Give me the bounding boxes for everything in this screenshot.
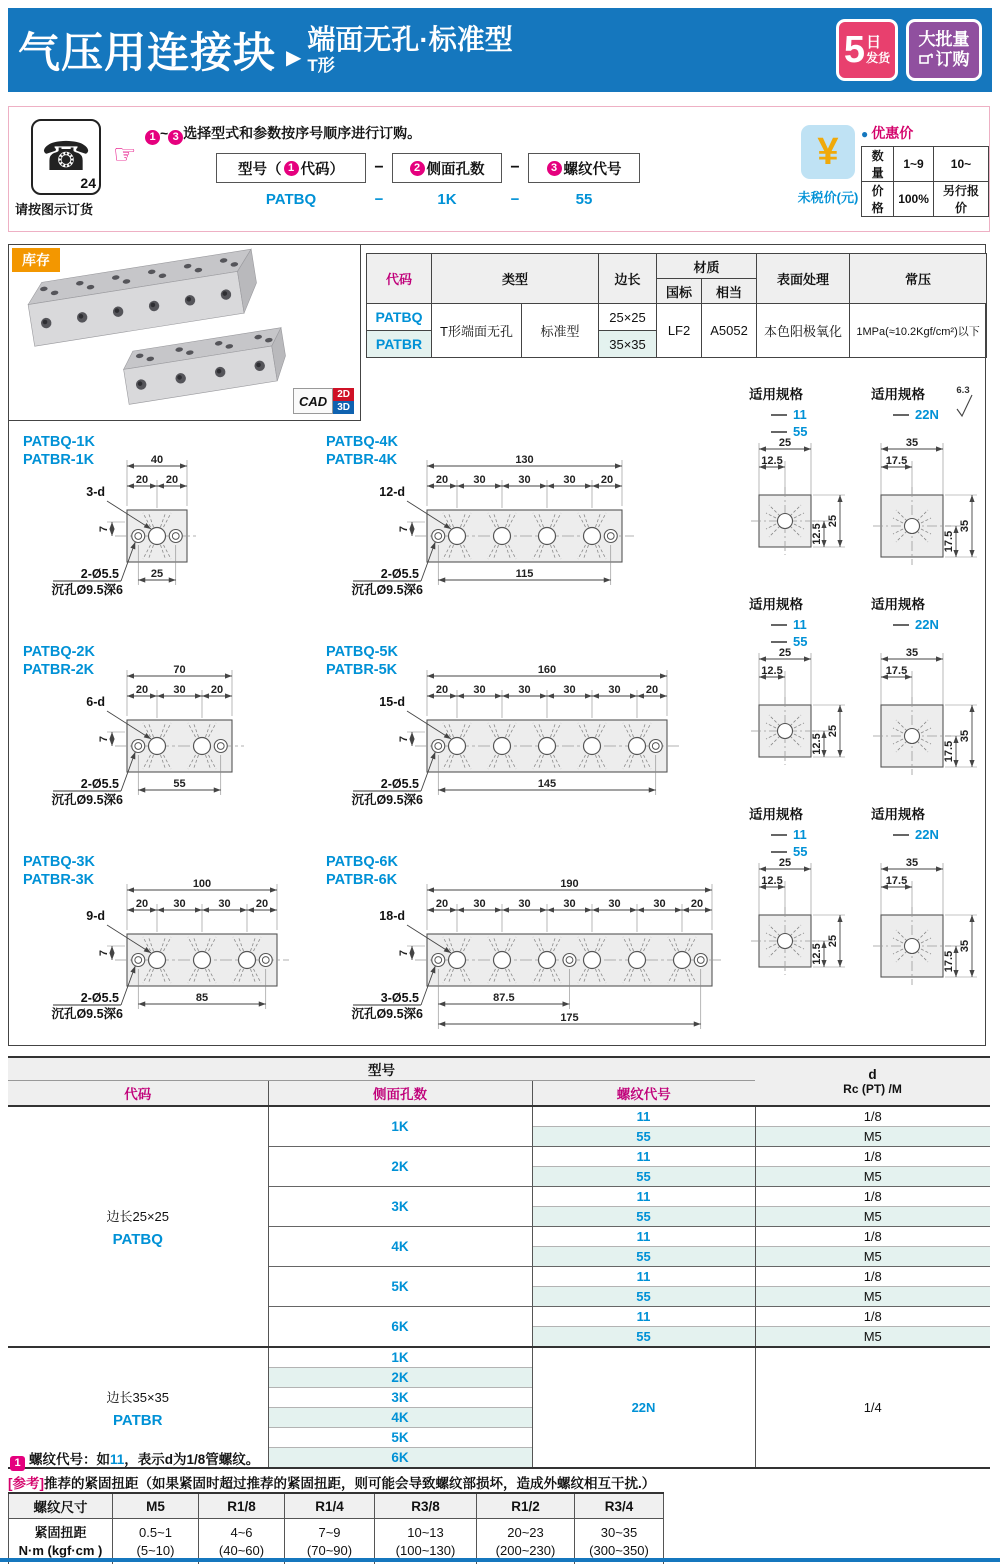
svg-text:55: 55 (173, 778, 186, 790)
svg-text:20: 20 (135, 898, 149, 910)
svg-text:12-d: 12-d (379, 485, 405, 499)
svg-text:7: 7 (398, 949, 410, 957)
header-subtitle-block (307, 25, 512, 74)
order-thread: 55 (532, 1167, 755, 1187)
order-thread-22n: 22N (532, 1347, 755, 1468)
spec-h-surface: 表面处理 (757, 254, 850, 304)
svg-text:2-Ø5.5: 2-Ø5.5 (80, 567, 119, 581)
svg-text:20: 20 (435, 474, 449, 486)
ref-text: 推荐的紧固扭距（如果紧固时超过推荐的紧固扭距，则可能会导致螺纹部损坏，造成外螺纹相互干扰.） (44, 1476, 656, 1491)
dash: − (374, 191, 384, 208)
drawing-svg-patbq-4k (318, 428, 720, 633)
svg-text:22N: 22N (915, 827, 939, 842)
ship-days-badge (836, 19, 898, 81)
dash: − (510, 191, 520, 208)
svg-text:30: 30 (473, 684, 486, 696)
cad-label: CAD (293, 388, 333, 414)
order-holes-2k: 2K (268, 1147, 532, 1187)
drawing-patbq-6k (318, 848, 758, 1065)
cart-icon (919, 53, 934, 66)
svg-text:25: 25 (827, 724, 839, 738)
svg-text:35: 35 (959, 939, 971, 953)
drawing-patbq-3k (15, 848, 325, 1065)
cad-3d-badge: 3D (333, 401, 354, 414)
pn-box1-post: 代码） (300, 161, 344, 178)
ship-days-unit: 日 (866, 34, 882, 52)
svg-text:87.5: 87.5 (493, 992, 515, 1004)
order-holes-4k: 4K (268, 1408, 532, 1428)
svg-text:30: 30 (473, 898, 486, 910)
torque-value: 7~9 (70~90) (285, 1519, 375, 1564)
spec-h-pressure: 常压 (850, 254, 987, 304)
svg-text:PATBQ-4K: PATBQ-4K (326, 434, 398, 450)
order-holes-5k: 5K (268, 1428, 532, 1448)
side-length-label: 边长25×25 (106, 1208, 169, 1224)
example-holes: 1K (437, 191, 457, 208)
svg-text:20: 20 (165, 474, 179, 486)
svg-text:20: 20 (690, 898, 704, 910)
product-photo-box (9, 245, 361, 421)
svg-text:70: 70 (173, 664, 186, 676)
spec-gb: LF2 (657, 304, 702, 358)
svg-text:20: 20 (435, 898, 449, 910)
applicable-specs-row-2 (735, 593, 993, 808)
spec-code-patbq: PATBQ (367, 304, 432, 331)
svg-text:PATBQ-6K: PATBQ-6K (326, 854, 398, 870)
example-code: PATBQ (265, 191, 317, 208)
order-h-d-label: d (868, 1067, 877, 1082)
order-thread: 11 (532, 1307, 755, 1327)
order-d: M5 (755, 1127, 990, 1147)
svg-text:适用规格: 适用规格 (871, 807, 925, 822)
arrow-icon: ▶ (286, 46, 302, 69)
torque-size: R1/8 (199, 1493, 285, 1519)
circled-3: 3 (547, 161, 562, 176)
svg-text:12.5: 12.5 (811, 523, 823, 545)
series-code: PATBQ (112, 1230, 163, 1248)
note1-post: ，表示d为1/8管螺纹。 (124, 1452, 260, 1467)
ship-days-label: 发货 (866, 50, 891, 65)
torque-size: M5 (113, 1493, 199, 1519)
svg-text:7: 7 (398, 735, 410, 743)
order-row (8, 1347, 990, 1368)
drawing-patbq-1k (15, 428, 315, 638)
pn-box-code (216, 153, 366, 183)
svg-text:30: 30 (473, 474, 486, 486)
svg-text:2-Ø5.5: 2-Ø5.5 (380, 567, 419, 581)
circled-3: 3 (168, 130, 183, 145)
drawing-svg-patbq-3k (15, 848, 325, 1060)
ref-tag: [参考] (8, 1476, 44, 1491)
svg-text:22N: 22N (915, 617, 939, 632)
dot-icon: ● (861, 127, 869, 141)
svg-text:PATBQ-1K: PATBQ-1K (23, 434, 95, 450)
svg-text:17.5: 17.5 (885, 875, 908, 887)
svg-text:55: 55 (793, 634, 808, 649)
ship-days-number: 5 (843, 29, 866, 71)
svg-text:30: 30 (563, 898, 576, 910)
drawing-svg-patbq-5k (318, 638, 728, 843)
note-1-icon: 1 (10, 1456, 25, 1471)
torque-size: R1/4 (285, 1493, 375, 1519)
svg-text:30: 30 (218, 898, 231, 910)
svg-text:沉孔Ø9.5深6: 沉孔Ø9.5深6 (51, 793, 123, 807)
order-table (8, 1056, 990, 1469)
price-qty-1: 1~9 (894, 147, 934, 182)
svg-text:20: 20 (600, 474, 614, 486)
order-thread: 55 (532, 1247, 755, 1267)
svg-text:30: 30 (653, 898, 666, 910)
drawing-svg-patbq-1k (15, 428, 315, 633)
svg-text:30: 30 (173, 684, 186, 696)
svg-text:9-d: 9-d (86, 909, 105, 923)
telephone-icon: ☎ (41, 135, 91, 179)
page-title: 气压用连接块 (18, 29, 277, 76)
spec-h-equiv: 相当 (702, 279, 757, 304)
svg-text:25: 25 (778, 437, 792, 449)
svg-text:20: 20 (135, 684, 149, 696)
price-qty-label: 数量 (862, 147, 894, 182)
tilde: ~ (160, 125, 169, 141)
order-d: 1/8 (755, 1187, 990, 1207)
svg-text:35: 35 (959, 519, 971, 533)
spec-h-gb: 国标 (657, 279, 702, 304)
price-title: 优惠价 (871, 125, 914, 141)
series-code: PATBR (113, 1411, 163, 1429)
ordering-instructions (8, 106, 990, 232)
torque-size: R1/2 (477, 1493, 575, 1519)
section-svg-3 (735, 803, 993, 1013)
spec-type2: 标准型 (522, 304, 599, 358)
circled-1: 1 (284, 161, 299, 176)
svg-text:20: 20 (645, 684, 659, 696)
phone-order-label: 请按图示订货 (15, 202, 94, 217)
svg-text:11: 11 (793, 827, 807, 842)
pn-box1-pre: 型号（ (238, 161, 282, 178)
svg-text:25: 25 (778, 857, 792, 869)
order-holes-6k: 6K (268, 1307, 532, 1348)
order-thread: 11 (532, 1267, 755, 1287)
svg-text:25: 25 (150, 568, 164, 580)
svg-text:3-d: 3-d (86, 485, 105, 499)
price-qty-2: 10~ (933, 147, 988, 182)
svg-text:沉孔Ø9.5深6: 沉孔Ø9.5深6 (351, 1007, 423, 1021)
svg-text:PATBQ-3K: PATBQ-3K (23, 854, 95, 870)
svg-text:35: 35 (905, 857, 919, 869)
order-h-d (755, 1057, 990, 1106)
drawing-patbq-4k (318, 428, 720, 638)
page-footer-rule (0, 1558, 1000, 1562)
torque-value: 20~23 (200~230) (477, 1519, 575, 1564)
svg-text:20: 20 (435, 684, 449, 696)
spec-h-side: 边长 (599, 254, 657, 304)
phone-order-icon (31, 119, 101, 195)
order-d: 1/8 (755, 1147, 990, 1167)
svg-text:12.5: 12.5 (811, 733, 823, 755)
ordering-note-text: 选择型式和参数按序号顺序进行订购。 (183, 125, 422, 141)
svg-text:PATBQ-5K: PATBQ-5K (326, 644, 398, 660)
cad-2d-badge: 2D (333, 388, 354, 401)
svg-text:适用规格: 适用规格 (749, 807, 803, 822)
order-code-patbq (8, 1106, 268, 1347)
svg-text:17.5: 17.5 (943, 740, 955, 763)
torque-h-size: 螺纹尺寸 (9, 1493, 113, 1519)
svg-text:12.5: 12.5 (761, 665, 783, 677)
svg-text:30: 30 (608, 898, 621, 910)
svg-text:30: 30 (173, 898, 186, 910)
torque-value: 0.5~1 (5~10) (113, 1519, 199, 1564)
torque-size: R3/8 (375, 1493, 477, 1519)
order-h-code: 代码 (8, 1081, 268, 1107)
torque-row-header: 紧固扭距 N·m (kgf·cm ) (9, 1519, 113, 1564)
order-d: M5 (755, 1167, 990, 1187)
svg-text:适用规格: 适用规格 (749, 387, 803, 402)
svg-text:PATBR-5K: PATBR-5K (326, 662, 398, 678)
order-d: M5 (755, 1247, 990, 1267)
svg-text:130: 130 (515, 454, 534, 466)
page-subtitle: 端面无孔·标准型 (307, 24, 513, 56)
order-holes-2k: 2K (268, 1368, 532, 1388)
pn-box-holes (392, 153, 502, 183)
drawing-svg-patbq-6k (318, 848, 758, 1060)
spec-h-type: 类型 (432, 254, 599, 304)
svg-text:35: 35 (959, 729, 971, 743)
svg-text:2-Ø5.5: 2-Ø5.5 (380, 777, 419, 791)
svg-text:12.5: 12.5 (761, 455, 783, 467)
bulk-badge-line2: 订购 (935, 50, 970, 69)
svg-text:沉孔Ø9.5深6: 沉孔Ø9.5深6 (51, 583, 123, 597)
pn-box3-label: 螺纹代号 (563, 161, 622, 178)
spec-surface: 本色阳极氧化 (757, 304, 850, 358)
svg-text:适用规格: 适用规格 (749, 597, 803, 612)
svg-text:7: 7 (398, 525, 410, 533)
drawing-svg-patbq-2k (15, 638, 315, 843)
torque-size: R3/4 (575, 1493, 664, 1519)
bulk-badge-line1: 大批量 (918, 30, 970, 50)
svg-text:适用规格: 适用规格 (871, 387, 925, 402)
order-h-holes: 侧面孔数 (268, 1081, 532, 1107)
svg-text:115: 115 (515, 568, 534, 580)
svg-text:30: 30 (563, 684, 576, 696)
svg-text:12.5: 12.5 (761, 875, 783, 887)
svg-text:25: 25 (778, 647, 792, 659)
order-h-model: 型号 (8, 1057, 755, 1081)
svg-text:55: 55 (793, 844, 808, 859)
pn-box2-label: 侧面孔数 (426, 161, 485, 178)
order-holes-4k: 4K (268, 1227, 532, 1267)
svg-text:30: 30 (518, 898, 531, 910)
svg-text:35: 35 (905, 437, 919, 449)
svg-text:20: 20 (255, 898, 269, 910)
order-row (8, 1106, 990, 1127)
order-d: M5 (755, 1287, 990, 1307)
pointing-finger-icon: ☞ (113, 139, 137, 169)
svg-text:11: 11 (793, 407, 807, 422)
order-thread: 55 (532, 1127, 755, 1147)
spec-side2: 35×35 (599, 331, 657, 358)
dash: − (510, 159, 520, 176)
svg-text:160: 160 (537, 664, 557, 676)
svg-text:145: 145 (537, 778, 557, 790)
svg-text:25: 25 (827, 934, 839, 948)
pn-box-thread (528, 153, 640, 183)
order-holes-3k: 3K (268, 1388, 532, 1408)
svg-text:PATBR-2K: PATBR-2K (23, 662, 95, 678)
order-d: 1/8 (755, 1267, 990, 1287)
svg-text:190: 190 (560, 878, 579, 890)
svg-text:7: 7 (98, 949, 110, 957)
svg-text:18-d: 18-d (379, 909, 405, 923)
svg-text:6.3: 6.3 (956, 385, 970, 396)
svg-text:175: 175 (560, 1012, 579, 1024)
price-table (861, 146, 989, 217)
part-number-builder (216, 153, 640, 183)
spec-type1: T形端面无孔 (432, 304, 522, 358)
svg-text:85: 85 (195, 992, 209, 1004)
circled-2: 2 (410, 161, 425, 176)
order-thread: 55 (532, 1207, 755, 1227)
order-thread: 55 (532, 1287, 755, 1307)
order-thread: 11 (532, 1187, 755, 1207)
order-thread: 11 (532, 1227, 755, 1247)
svg-text:沉孔Ø9.5深6: 沉孔Ø9.5深6 (51, 1007, 123, 1021)
price-price-label: 价格 (862, 182, 894, 217)
side-length-label: 边长35×35 (106, 1389, 169, 1405)
svg-text:7: 7 (98, 735, 110, 743)
svg-text:6-d: 6-d (86, 695, 105, 709)
spec-h-material: 材质 (657, 254, 757, 279)
order-holes-1k: 1K (268, 1347, 532, 1368)
spec-table (366, 253, 987, 358)
svg-text:17.5: 17.5 (885, 665, 908, 677)
svg-text:40: 40 (150, 454, 164, 466)
drawing-patbq-5k (318, 638, 728, 848)
svg-text:22N: 22N (915, 407, 939, 422)
svg-text:15-d: 15-d (379, 695, 405, 709)
applicable-specs-row-3 (735, 803, 993, 1018)
order-holes-6k: 6K (268, 1448, 532, 1469)
svg-text:20: 20 (135, 474, 149, 486)
svg-text:PATBR-4K: PATBR-4K (326, 452, 398, 468)
applicable-specs-row-1 (735, 383, 993, 598)
circled-1: 1 (145, 130, 160, 145)
svg-text:7: 7 (98, 525, 110, 533)
note1-pre: 螺纹代号：如 (29, 1452, 110, 1467)
order-d-14: 1/4 (755, 1347, 990, 1468)
order-holes-1k: 1K (268, 1106, 532, 1147)
order-thread: 11 (532, 1106, 755, 1127)
thread-code-note (10, 1448, 259, 1471)
svg-text:PATBQ-2K: PATBQ-2K (23, 644, 95, 660)
section-svg-1 (735, 383, 993, 593)
svg-text:11: 11 (793, 617, 807, 632)
order-h-d-sub: Rc (PT) /M (843, 1082, 902, 1096)
yen-icon: ¥ (801, 125, 855, 179)
order-d: 1/8 (755, 1227, 990, 1247)
torque-value: 30~35 (300~350) (575, 1519, 664, 1564)
drawing-patbq-2k (15, 638, 315, 848)
svg-text:20: 20 (210, 684, 224, 696)
part-number-example (216, 191, 640, 208)
cad-badge (293, 388, 354, 414)
svg-text:沉孔Ø9.5深6: 沉孔Ø9.5深6 (351, 793, 423, 807)
page-subtype: T形 (307, 55, 335, 75)
svg-text:30: 30 (518, 474, 531, 486)
svg-text:30: 30 (563, 474, 576, 486)
dash: − (374, 159, 384, 176)
example-thread: 55 (575, 191, 593, 208)
order-holes-5k: 5K (268, 1267, 532, 1307)
stock-badge: 库存 (12, 248, 60, 272)
order-thread: 55 (532, 1327, 755, 1348)
svg-text:沉孔Ø9.5深6: 沉孔Ø9.5深6 (351, 583, 423, 597)
svg-text:17.5: 17.5 (943, 950, 955, 973)
price-block (861, 123, 989, 217)
phone-24-label: 24 (80, 175, 96, 191)
order-d: M5 (755, 1207, 990, 1227)
spec-code-patbr: PATBR (367, 331, 432, 358)
torque-value: 4~6 (40~60) (199, 1519, 285, 1564)
spec-pressure: 1MPa(≈10.2Kgf/cm²)以下 (850, 304, 987, 358)
order-h-thread: 螺纹代号 (532, 1081, 755, 1107)
svg-text:30: 30 (608, 684, 621, 696)
torque-table (8, 1492, 664, 1564)
svg-text:PATBR-3K: PATBR-3K (23, 872, 95, 888)
price-val-1: 100% (894, 182, 934, 217)
tax-note: 未税价(元) (797, 190, 859, 205)
svg-text:3-Ø5.5: 3-Ø5.5 (380, 991, 419, 1005)
svg-text:30: 30 (518, 684, 531, 696)
svg-text:2-Ø5.5: 2-Ø5.5 (80, 991, 119, 1005)
spec-h-code: 代码 (367, 254, 432, 304)
note1-code: 11 (110, 1452, 125, 1467)
ordering-note (145, 123, 421, 145)
torque-reference-note (8, 1472, 655, 1492)
svg-text:12.5: 12.5 (811, 943, 823, 965)
svg-text:17.5: 17.5 (943, 530, 955, 553)
order-d: 1/8 (755, 1307, 990, 1327)
torque-header-row (9, 1493, 664, 1519)
order-d: M5 (755, 1327, 990, 1348)
order-holes-3k: 3K (268, 1187, 532, 1227)
svg-text:100: 100 (192, 878, 212, 890)
order-thread: 11 (532, 1147, 755, 1167)
spec-side1: 25×25 (599, 304, 657, 331)
svg-text:2-Ø5.5: 2-Ø5.5 (80, 777, 119, 791)
svg-text:35: 35 (905, 647, 919, 659)
svg-text:适用规格: 适用规格 (871, 597, 925, 612)
svg-text:25: 25 (827, 514, 839, 528)
svg-text:55: 55 (793, 424, 808, 439)
bulk-order-badge (906, 19, 982, 81)
torque-value: 10~13 (100~130) (375, 1519, 477, 1564)
price-val-2: 另行报价 (933, 182, 988, 217)
section-svg-2 (735, 593, 993, 803)
order-d: 1/8 (755, 1106, 990, 1127)
spec-equiv: A5052 (702, 304, 757, 358)
svg-text:17.5: 17.5 (885, 455, 908, 467)
svg-text:PATBR-6K: PATBR-6K (326, 872, 398, 888)
header-band (8, 8, 992, 92)
svg-text:PATBR-1K: PATBR-1K (23, 452, 95, 468)
